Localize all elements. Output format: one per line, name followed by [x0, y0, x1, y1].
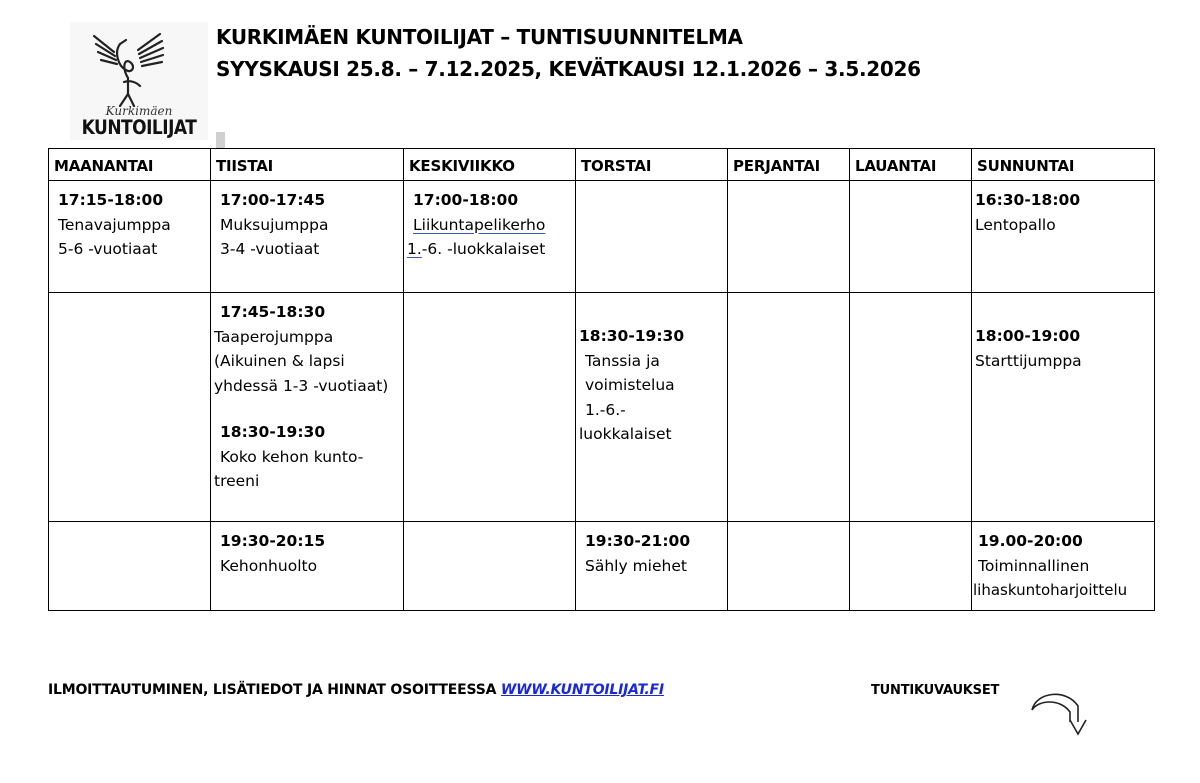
class-time: 19:30-20:15: [220, 532, 326, 550]
table-cell: [211, 181, 404, 293]
table-cell: [211, 522, 404, 611]
class-name: Liikuntapelikerho: [413, 215, 546, 234]
class-detail: luokkalaiset: [579, 425, 672, 443]
day-header-sunday: SUNNUNTAI: [972, 149, 1155, 181]
class-name: Muksujumppa: [220, 215, 329, 234]
class-detail: 1.-6.-: [585, 400, 626, 419]
table-cell-empty: [49, 293, 211, 522]
class-time: 16:30-18:00: [975, 191, 1081, 209]
class-name: Toiminnallinen: [978, 556, 1090, 575]
class-time: 17:45-18:30: [220, 303, 326, 321]
table-cell: [576, 522, 728, 611]
class-time: 19:30-21:00: [585, 532, 691, 550]
day-header-monday: MAANANTAI: [49, 149, 211, 181]
cursor-marker: [216, 132, 225, 148]
registration-info: [48, 682, 664, 698]
table-cell: [972, 522, 1155, 611]
logo-wordmark: KUNTOILIJAT: [81, 116, 197, 140]
class-name: Taaperojumppa: [214, 327, 334, 346]
crane-logo-icon: [70, 22, 208, 108]
logo-script-text: Kurkimäen: [105, 104, 173, 118]
table-cell-empty: [576, 181, 728, 293]
table-cell: [211, 293, 404, 522]
curved-arrow-down-icon: [1026, 686, 1096, 740]
table-cell-empty: [404, 293, 576, 522]
table-cell-empty: [404, 522, 576, 611]
table-cell: [49, 181, 211, 293]
class-time: 19.00-20:00: [978, 532, 1083, 550]
table-cell-empty: [728, 181, 850, 293]
table-cell: [576, 293, 728, 522]
class-name: Tanssia ja: [585, 351, 660, 370]
table-cell-empty: [728, 293, 850, 522]
table-cell: [972, 181, 1155, 293]
day-header-friday: PERJANTAI: [728, 149, 850, 181]
table-cell: [404, 181, 576, 293]
club-logo: [70, 22, 208, 140]
class-name-continued: voimistelua: [585, 376, 675, 394]
class-name-continued: treeni: [214, 472, 260, 490]
page-title: KURKIMÄEN KUNTOILIJAT – TUNTISUUNNITELMA: [216, 25, 743, 49]
website-link[interactable]: WWW.KUNTOILIJAT.FI: [500, 682, 664, 698]
class-detail: yhdessä 1-3 -vuotiaat): [214, 376, 389, 395]
class-name: Koko kehon kunto-: [220, 447, 364, 466]
class-descriptions-label: TUNTIKUVAUKSET: [871, 683, 1000, 698]
table-cell-empty: [850, 293, 972, 522]
table-cell: [972, 293, 1155, 522]
day-header-thursday: TORSTAI: [576, 149, 728, 181]
class-name: Lentopallo: [975, 215, 1056, 234]
class-time: 17:00-17:45: [220, 191, 326, 209]
class-name: Sähly miehet: [585, 556, 687, 575]
class-time: 18:30-19:30: [220, 423, 326, 441]
class-detail: 5-6 -vuotiaat: [58, 240, 158, 258]
class-name: Kehonhuolto: [220, 556, 318, 575]
day-header-wednesday: KESKIVIIKKO: [404, 149, 576, 181]
class-name: Starttijumppa: [975, 351, 1082, 370]
table-cell-empty: [728, 522, 850, 611]
registration-text: ILMOITTAUTUMINEN, LISÄTIEDOT JA HINNAT OSOITTEESSA: [48, 682, 501, 698]
page-subtitle: SYYSKAUSI 25.8. – 7.12.2025, KEVÄTKAUSI 12.1.2026 – 3.5.2026: [216, 57, 921, 81]
class-time: 18:30-19:30: [579, 327, 685, 345]
table-cell-empty: [49, 522, 211, 611]
class-time: 18:00-19:00: [975, 327, 1081, 345]
class-detail-prefix: 1.: [407, 240, 422, 258]
table-header-row: [49, 149, 1155, 181]
day-header-saturday: LAUANTAI: [850, 149, 972, 181]
class-name-continued: lihaskuntoharjoittelu: [973, 581, 1128, 599]
class-name: Tenavajumppa: [58, 215, 171, 234]
table-row: [49, 293, 1155, 522]
table-row: [49, 522, 1155, 611]
day-header-tuesday: TIISTAI: [211, 149, 404, 181]
class-time: 17:00-18:00: [413, 191, 519, 209]
table-cell-empty: [850, 522, 972, 611]
class-time: 17:15-18:00: [58, 191, 164, 209]
class-detail: 3-4 -vuotiaat: [220, 240, 320, 258]
class-detail: (Aikuinen & lapsi: [214, 352, 345, 370]
schedule-table: [48, 148, 1155, 611]
table-cell-empty: [850, 181, 972, 293]
table-row: [49, 181, 1155, 293]
class-detail: -6. -luokkalaiset: [421, 240, 546, 258]
